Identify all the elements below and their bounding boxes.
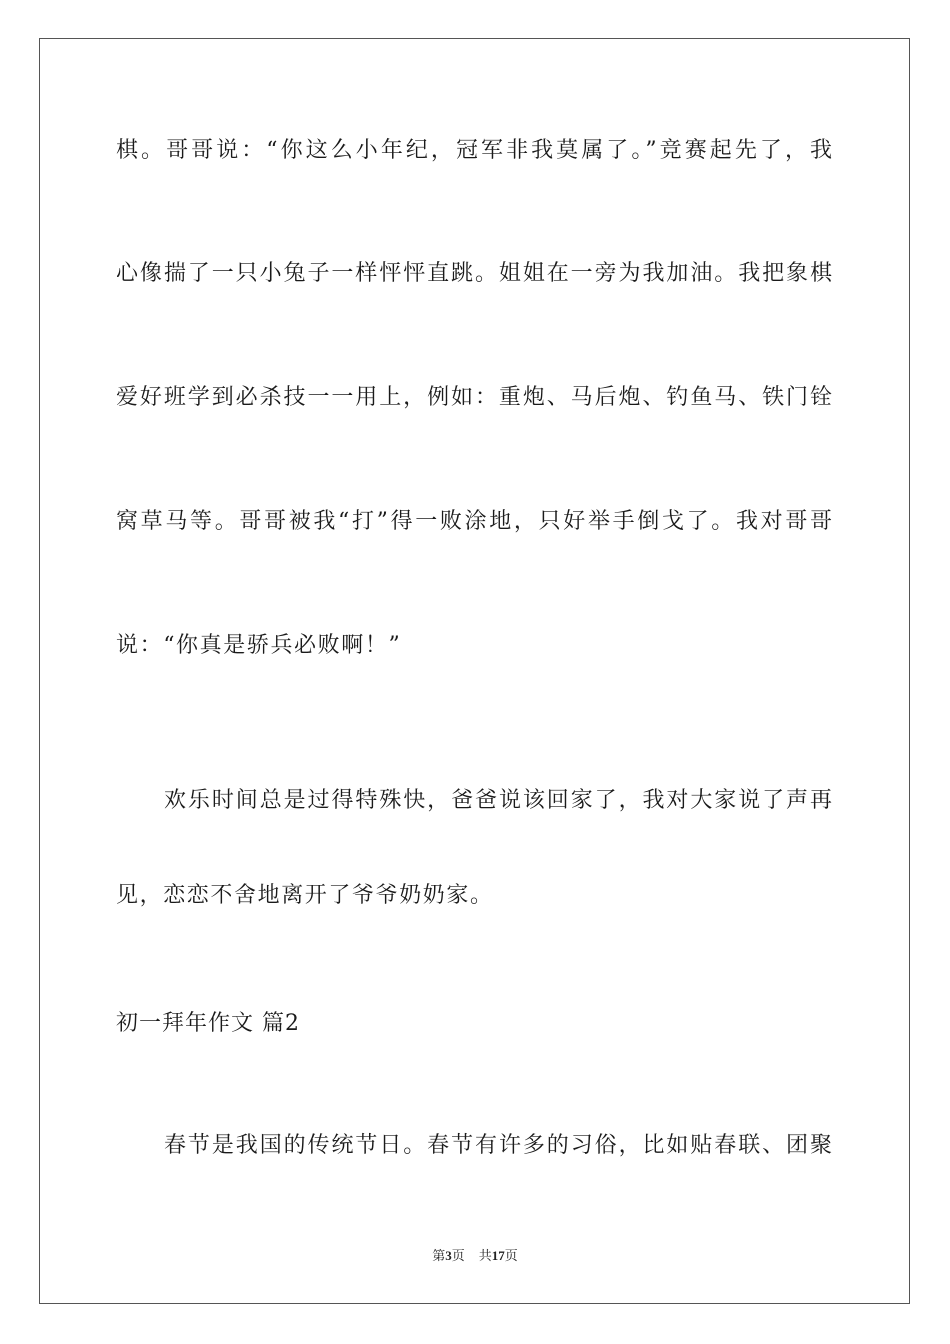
paragraph-line-3: 爱好班学到必杀技一一用上，例如：重炮、马后炮、钓鱼马、铁门铨 [116, 385, 832, 410]
footer-total-suffix: 页 [504, 1248, 518, 1263]
paragraph-line-8: 春节是我国的传统节日。春节有许多的习俗，比如贴春联、团聚 [164, 1133, 832, 1158]
paragraph-line-1: 棋。哥哥说：“你这么小年纪，冠军非我莫属了。”竞赛起先了，我 [116, 138, 832, 163]
paragraph-line-5: 说：“你真是骄兵必败啊！” [116, 633, 402, 658]
paragraph-line-4: 窝草马等。哥哥被我“打”得一败涂地，只好举手倒戈了。我对哥哥 [116, 509, 832, 534]
footer-total-pages: 17 [491, 1248, 505, 1263]
footer-page-prefix: 第 [432, 1248, 446, 1263]
paragraph-line-6: 欢乐时间总是过得特殊快，爸爸说该回家了，我对大家说了声再 [164, 788, 832, 813]
footer-total-prefix: 共 [478, 1248, 492, 1263]
page-border [39, 38, 910, 1304]
section-heading: 初一拜年作文 篇2 [116, 1011, 300, 1036]
paragraph-line-2: 心像揣了一只小兔子一样怦怦直跳。姐姐在一旁为我加油。我把象棋 [116, 261, 832, 286]
page-footer [0, 1247, 950, 1265]
footer-page-suffix: 页 [451, 1248, 465, 1263]
footer-page-number: 3 [445, 1248, 452, 1263]
paragraph-line-7: 见，恋恋不舍地离开了爷爷奶奶家。 [116, 883, 494, 908]
